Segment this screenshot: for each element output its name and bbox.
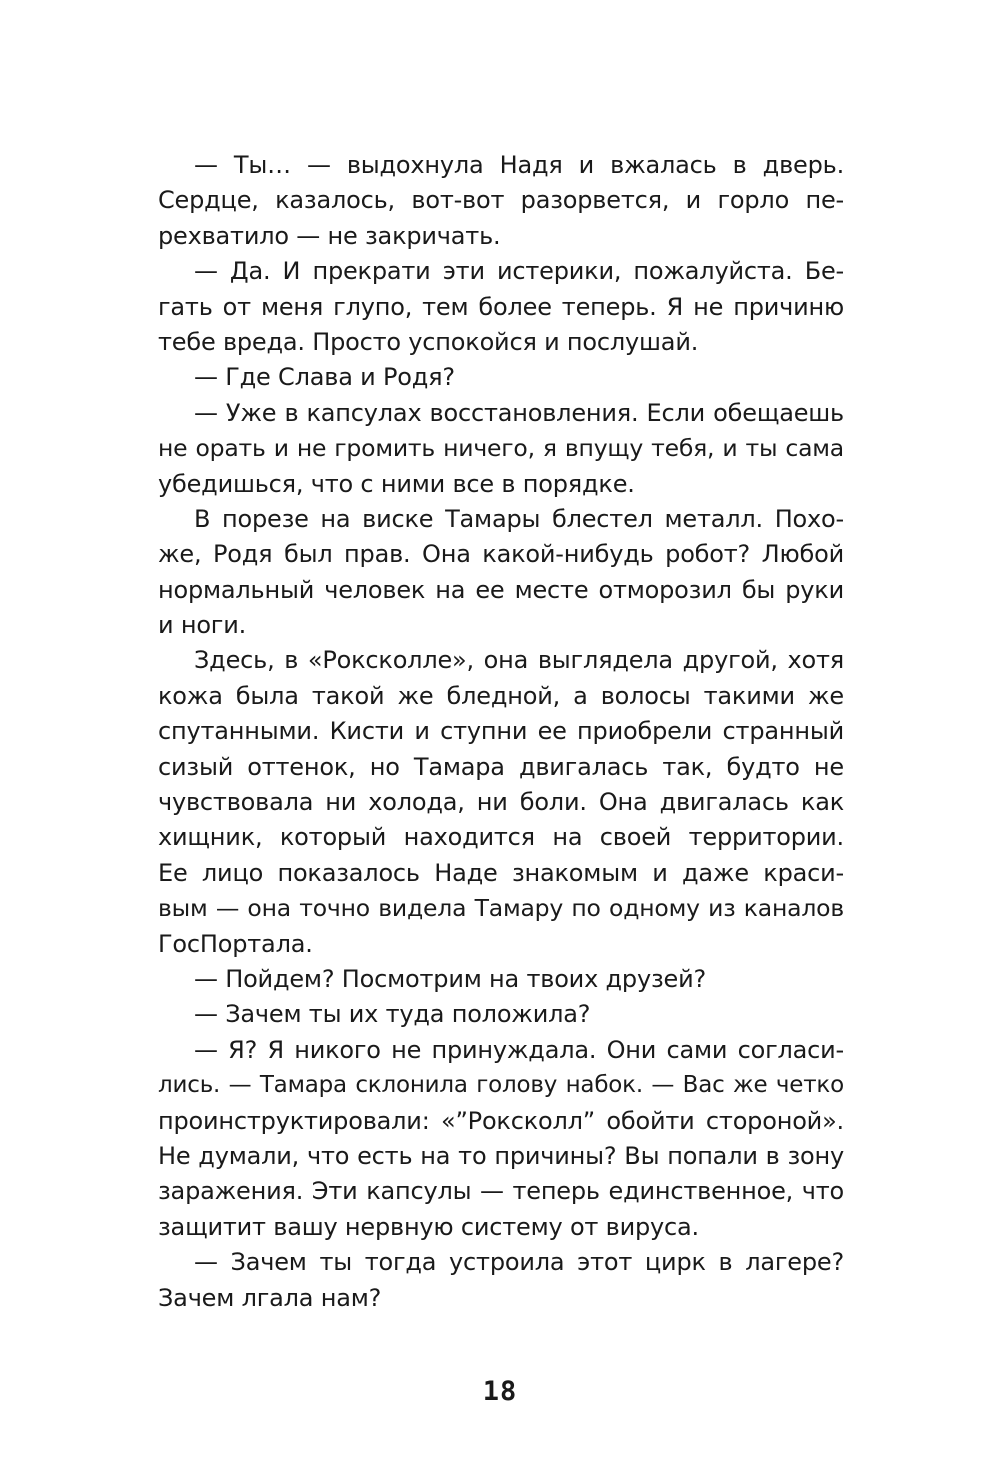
text-line: Здесь, в «Роксколле», она выглядела другой, хотя (194, 646, 844, 675)
text-line: — Пойдем? Посмотрим на твоих друзей? (194, 964, 707, 993)
text-line: Зачем лгала нам? (158, 1283, 382, 1312)
text-line: проинструктировали: «”Роксколл” обойти стороной». (158, 1106, 844, 1135)
text-line: Ее лицо показалось Наде знакомым и даже краси- (158, 858, 844, 887)
text-line: кожа была такой же бледной, а волосы такими же (158, 681, 844, 710)
text-line: ГосПортала. (158, 929, 313, 958)
paragraph-6 (158, 643, 844, 962)
text-line: — Где Слава и Родя? (194, 363, 455, 392)
body-text (158, 148, 844, 1316)
text-line: и ноги. (158, 611, 247, 640)
text-line: лись. — Тамара склонила голову набок. — Вас же четко (158, 1072, 844, 1099)
text-line: не орать и не громить ничего, я впущу тебя, и ты сама (158, 434, 844, 463)
text-line: — Зачем ты их туда положила? (194, 1000, 591, 1029)
paragraph-4 (158, 396, 844, 502)
text-line: — Я? Я никого не принуждала. Они сами согласи- (194, 1035, 844, 1064)
text-line: — Ты… — выдохнула Надя и вжалась в дверь. (194, 151, 844, 179)
text-line: чувствовала ни холода, ни боли. Она двигалась как (158, 788, 844, 817)
text-line: вым — она точно видела Тамару по одному из каналов (158, 894, 844, 923)
paragraph-2 (158, 254, 844, 360)
text-line: защитит вашу нервную систему от вируса. (158, 1212, 699, 1241)
text-line: — Зачем ты тогда устроила этот цирк в лагере? (194, 1248, 844, 1277)
text-line: гать от меня глупо, тем более теперь. Я не причиню (158, 292, 844, 321)
text-line: В порезе на виске Тамары блестел металл. Похо- (194, 504, 844, 533)
paragraph-10 (158, 1245, 844, 1316)
text-line: заражения. Эти капсулы — теперь единственное, что (158, 1177, 844, 1206)
text-line: сизый оттенок, но Тамара двигалась так, будто не (158, 752, 844, 781)
text-line: же, Родя был прав. Она какой-нибудь робот? Любой (158, 540, 844, 569)
text-line: тебе вреда. Просто успокойся и послушай. (158, 327, 699, 356)
paragraph-8 (158, 997, 844, 1032)
paragraph-1 (158, 148, 844, 254)
text-line: Сердце, казалось, вот-вот разорвется, и горло пе- (158, 186, 844, 215)
paragraph-3 (158, 360, 844, 395)
paragraph-9 (158, 1033, 844, 1245)
text-line: рехватило — не закричать. (158, 221, 501, 250)
paragraph-7 (158, 962, 844, 997)
text-line: хищник, который находится на своей территории. (158, 823, 844, 852)
text-line: убедишься, что с ними все в порядке. (158, 469, 635, 498)
text-line: Не думали, что есть на то причины? Вы попали в зону (158, 1141, 844, 1170)
paragraph-5 (158, 502, 844, 644)
page-number: 18 (482, 1376, 518, 1407)
text-line: спутанными. Кисти и ступни ее приобрели странный (158, 717, 844, 746)
text-line: — Уже в капсулах восстановления. Если обещаешь (194, 398, 844, 427)
text-line: нормальный человек на ее месте отморозил бы руки (158, 575, 844, 604)
text-line: — Да. И прекрати эти истерики, пожалуйста. Бе- (194, 257, 844, 286)
